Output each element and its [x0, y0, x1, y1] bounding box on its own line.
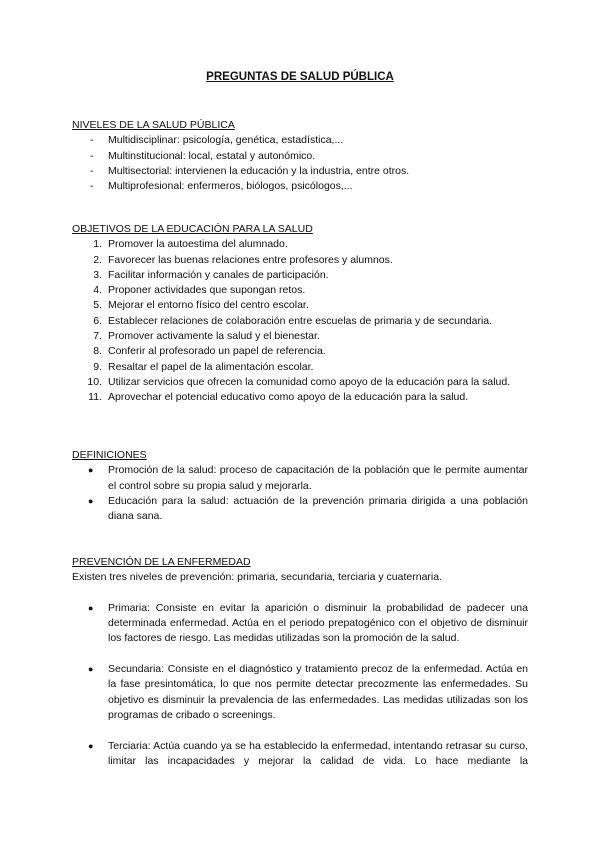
item-text: Primaria: Consiste en evitar la aparición o disminuir la probabilidad de padecer una determinada enfermedad. Actúa en el periodo prepatogénico con el objetivo de disminuir los factores de riesgo. Las medidas utilizadas son la promoción de la salud.	[108, 601, 528, 645]
item-text: Multinstitucional: local, estatal y autonómico.	[108, 149, 316, 162]
list-item	[72, 164, 528, 179]
list-item	[72, 149, 528, 164]
item-number: 6.	[93, 314, 102, 327]
niveles-list	[72, 133, 528, 194]
item-text: Proponer actividades que supongan retos.	[108, 284, 306, 297]
item-number: 10.	[87, 375, 102, 388]
section-objetivos	[72, 222, 528, 406]
bullet-icon: ●	[88, 465, 94, 476]
section-heading: DEFINICIONES	[72, 449, 147, 461]
dash-marker: -	[90, 134, 94, 147]
list-item	[72, 360, 528, 375]
objetivos-list	[72, 237, 528, 405]
list-item	[72, 133, 528, 148]
item-number: 2.	[93, 253, 102, 266]
item-number: 5.	[93, 299, 102, 312]
bullet-icon: ●	[88, 740, 94, 751]
list-item	[72, 268, 528, 283]
title-text: PREGUNTAS DE SALUD PÚBLICA	[206, 71, 394, 83]
item-number: 11.	[88, 391, 102, 404]
item-text: Multisectorial: intervienen la educación y la industria, entre otros.	[108, 164, 410, 177]
list-item	[72, 390, 528, 405]
list-item	[72, 739, 528, 770]
item-text: Multiprofesional: enfermeros, biólogos, psicólogos,...	[108, 180, 353, 193]
section-heading: OBJETIVOS DE LA EDUCACIÓN PARA LA SALUD	[72, 223, 313, 235]
item-text: Promover la autoestima del alumnado.	[108, 238, 288, 251]
bullet-icon: ●	[88, 602, 94, 613]
item-number: 1.	[93, 238, 102, 251]
bullet-icon: ●	[88, 664, 94, 675]
list-item	[72, 494, 528, 525]
dash-marker: -	[90, 149, 94, 162]
item-number: 3.	[93, 268, 102, 281]
item-text: Aprovechar el potencial educativo como apoyo de la educación para la salud.	[108, 391, 469, 404]
list-item	[72, 662, 528, 723]
section-heading: PREVENCIÓN DE LA ENFERMEDAD	[72, 556, 251, 568]
definiciones-list	[72, 463, 528, 524]
section-niveles	[72, 118, 528, 194]
item-text: Favorecer las buenas relaciones entre profesores y alumnos.	[108, 253, 393, 266]
item-number: 8.	[93, 345, 102, 358]
list-item	[72, 463, 528, 494]
document-title	[0, 71, 600, 83]
prevencion-list	[72, 601, 528, 769]
item-text: Educación para la salud: actuación de la prevención primaria dirigida a una población diana sana.	[108, 494, 528, 523]
item-text: Facilitar información y canales de participación.	[108, 268, 329, 281]
section-heading: NIVELES DE LA SALUD PÚBLICA	[72, 119, 235, 131]
item-text: Establecer relaciones de colaboración entre escuelas de primaria y de secundaria.	[108, 314, 493, 327]
list-item	[72, 298, 528, 313]
item-number: 9.	[93, 360, 102, 373]
item-text: Terciaria: Actúa cuando ya se ha establecido la enfermedad, intentando retrasar su curso, limitar las incapacidades y mejorar la calidad de vida. Lo hace mediante la	[108, 739, 528, 767]
item-text: Secundaria: Consiste en el diagnóstico y tratamiento precoz de la enfermedad. Actúa en la fase presintomática, lo que nos permite detectar precozmente las enfermedades. Su objetivo es disminuir la prevalencia de las enfermedades. Las medidas utilizadas son los programas de cribado o screenings.	[108, 663, 528, 721]
item-number: 7.	[93, 330, 102, 343]
list-item	[72, 601, 528, 647]
item-text: Multidisciplinar: psicología, genética, estadística,...	[108, 134, 344, 147]
prevencion-intro: Existen tres niveles de prevención: primaria, secundaria, terciaria y cuaternaria.	[72, 571, 443, 584]
list-item	[72, 329, 528, 344]
item-text: Conferir al profesorado un papel de referencia.	[108, 345, 326, 358]
section-prevencion	[72, 555, 528, 769]
bullet-icon: ●	[88, 495, 94, 506]
item-text: Resaltar el papel de la alimentación escolar.	[108, 360, 314, 373]
list-item	[72, 179, 528, 194]
item-text: Utilizar servicios que ofrecen la comunidad como apoyo de la educación para la salud.	[108, 375, 511, 388]
item-text: Promover activamente la salud y el bienestar.	[108, 330, 320, 343]
item-text: Promoción de la salud: proceso de capacitación de la población que le permite aumentar el control sobre su propia salud y mejorarla.	[108, 464, 528, 492]
list-item	[72, 314, 528, 329]
section-definiciones	[72, 448, 528, 524]
dash-marker: -	[90, 164, 94, 177]
item-number: 4.	[93, 284, 102, 297]
item-text: Mejorar el entorno físico del centro escolar.	[108, 299, 309, 312]
list-item	[72, 344, 528, 359]
list-item	[72, 237, 528, 252]
list-item	[72, 375, 528, 390]
dash-marker: -	[90, 180, 94, 193]
list-item	[72, 283, 528, 298]
list-item	[72, 253, 528, 268]
